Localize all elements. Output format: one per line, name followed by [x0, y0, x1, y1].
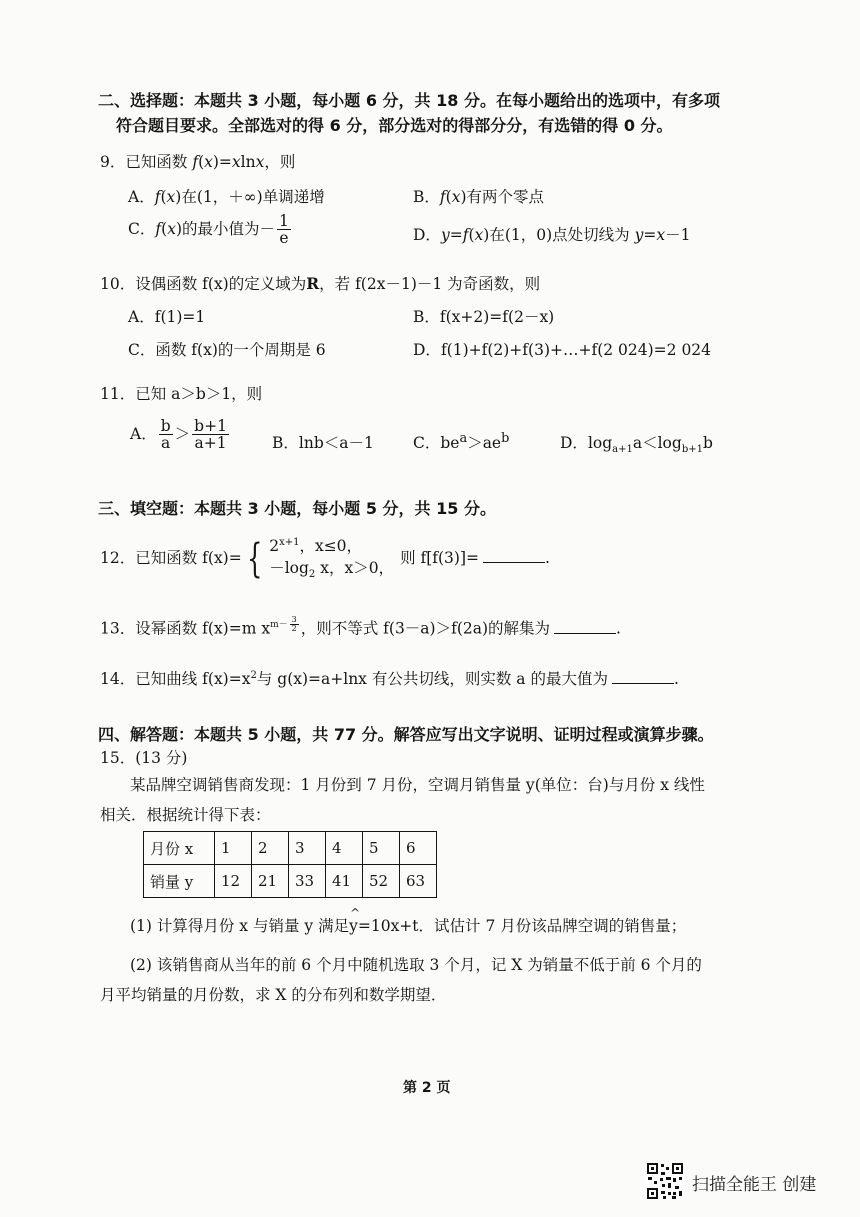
exponent: 2: [250, 669, 257, 681]
watermark-text: 扫描全能王 创建: [692, 1175, 817, 1195]
question-11-stem: [100, 382, 262, 404]
question-11-option-d: [560, 431, 713, 455]
question-14-tail: 与 g(x)=a+lnx 有公共切线，则实数 a 的最大值为: [256, 670, 608, 688]
question-10-stem-text: 设偶函数 f(x)的定义域为: [135, 275, 307, 293]
option-c-text: be: [440, 434, 460, 453]
option-b-label: B．: [413, 188, 440, 206]
question-9-option-a: A．f(x)在(1，＋∞)单调递增: [128, 188, 325, 206]
option-c-label: C．: [128, 341, 156, 359]
table-cell: 3: [289, 832, 326, 865]
option-d-text: 在(1，0)点处切线为: [489, 226, 635, 244]
period: .: [545, 549, 550, 568]
option-c-label: C．: [413, 434, 441, 453]
section-2-heading-line2: 符合题目要求。全部选对的得 6 分，部分选对的得部分分，有选错的得 0 分。: [116, 116, 673, 135]
row-2-log: －log: [269, 559, 309, 578]
question-9-number: 9．: [100, 153, 126, 171]
exponent-fraction: [290, 616, 299, 634]
table-cell: 6: [400, 832, 437, 865]
table-cell: 1: [215, 832, 252, 865]
table-row: [144, 865, 437, 898]
row-1-condition: ，x≤0，: [299, 537, 363, 555]
question-15-number: 15．(13 分): [100, 749, 188, 767]
fraction-b1-over-a1: [192, 418, 229, 452]
row-2-base: 2: [308, 569, 316, 581]
option-d-label: D．: [413, 341, 441, 359]
answer-blank[interactable]: [554, 633, 616, 634]
question-10-option-a: [128, 305, 205, 327]
answer-blank[interactable]: [612, 683, 674, 684]
fraction-denominator: e: [279, 229, 289, 248]
option-a-label: A．: [128, 308, 155, 326]
qr-code-icon: [646, 1162, 684, 1200]
question-13: [100, 616, 621, 639]
question-12-stem: 已知函数 f(x)=: [135, 549, 242, 568]
question-15-paragraph-1: 某品牌空调销售商发现：1 月份到 7 月份，空调月销售量 y(单位：台)与月份 x 线性: [130, 776, 705, 794]
table-row: [144, 832, 437, 865]
exponent: [270, 615, 301, 634]
question-11-option-a: [130, 418, 231, 452]
question-11-stem-text: 已知 a＞b＞1，则: [135, 385, 263, 403]
log-text: log: [587, 434, 613, 452]
fraction-numerator: b: [160, 417, 171, 435]
data-table: [143, 831, 437, 898]
greater-than-sign: ＞: [174, 424, 191, 443]
question-11-option-c: [413, 431, 509, 453]
fraction-denominator: a+1: [194, 434, 227, 453]
question-15-paragraph-2: 相关．根据统计得下表：: [100, 806, 271, 824]
table-cell: 5: [363, 832, 400, 865]
exponent: b: [501, 431, 510, 446]
exponent-text: m－: [270, 620, 288, 631]
part-1-text: (1) 计算得月份 x 与销量 y 满足: [130, 917, 350, 935]
fraction-denominator: 2: [291, 624, 297, 634]
question-15-part-1: [130, 914, 686, 936]
section-3-heading: 三、填空题：本题共 3 小题，每小题 5 分，共 15 分。: [98, 499, 496, 518]
exponent: a: [459, 431, 468, 446]
question-11-option-b: [272, 431, 374, 453]
log-argument: b: [702, 434, 713, 452]
table-cell: 41: [326, 865, 363, 898]
option-a-text: f(1)=1: [154, 308, 206, 326]
option-a-label: A．: [130, 424, 157, 443]
real-numbers-symbol: R: [306, 274, 320, 293]
question-10-option-c: [128, 338, 326, 360]
question-12-tail: 则 f[f(3)]=: [400, 549, 480, 568]
question-9-stem-tail: ，则: [264, 153, 296, 171]
option-c-text: 的最小值为－: [182, 219, 276, 238]
fraction-numerator: 1: [279, 212, 289, 230]
section-4-heading: 四、解答题：本题共 5 小题，共 77 分。解答应写出文字说明、证明过程或演算步骤。: [98, 725, 714, 744]
question-10-stem-tail: ，若 f(2x－1)－1 为奇函数，则: [319, 275, 541, 293]
table-header-month: 月份 x: [144, 832, 215, 865]
log-base: b+1: [681, 444, 703, 456]
y-hat: ^ y: [349, 917, 358, 935]
option-b-label: B．: [413, 308, 440, 326]
option-b-text: lnb＜a－1: [298, 434, 374, 452]
option-b-text: 有两个零点: [466, 188, 545, 206]
question-10-option-b: [413, 305, 554, 327]
answer-blank[interactable]: [483, 562, 545, 563]
question-15-part-2-line2: 月平均销量的月份数，求 X 的分布列和数学期望．: [100, 986, 447, 1004]
part-1-tail: =10x+t．试估计 7 月份该品牌空调的销售量；: [357, 917, 687, 935]
section-2-heading-line1: 二、选择题：本题共 3 小题，每小题 6 分，共 18 分。在每小题给出的选项中，有多项: [98, 91, 720, 110]
table-cell: 12: [215, 865, 252, 898]
option-c-label: C．: [128, 219, 156, 238]
option-c-text: 函数 f(x)的一个周期是 6: [155, 341, 326, 359]
table-header-sales: 销量 y: [144, 865, 215, 898]
option-d-label: D．: [560, 434, 588, 452]
piecewise-function: { $2^{x+1}$，x≤0， $-\log_2$ x，x＞0，: [246, 536, 395, 583]
piecewise-row-2: [269, 557, 394, 583]
option-b-label: B．: [272, 434, 299, 452]
row-1-base: 2: [269, 537, 280, 555]
question-12-number: 12．: [100, 549, 136, 568]
question-13-stem: 设幂函数 f(x)=m x: [135, 619, 271, 638]
period: .: [616, 619, 621, 638]
question-9-option-c: C．f(x)的最小值为－ $\frac{1}{e}$: [128, 212, 289, 248]
question-13-tail: ，则不等式 f(3－a)＞f(2a)的解集为: [300, 619, 551, 638]
table-cell: 63: [400, 865, 437, 898]
fraction-numerator: b+1: [194, 417, 227, 435]
log-text: a＜log: [632, 434, 682, 452]
question-14-number: 14．: [100, 670, 136, 688]
question-12: [100, 535, 550, 583]
row-1-exponent: x+1: [279, 536, 300, 548]
option-c-middle: ＞ae: [467, 434, 502, 453]
option-a-label: A．: [128, 188, 155, 206]
option-a-text: 在(1，＋∞)单调递增: [181, 188, 325, 206]
table-cell: 2: [252, 832, 289, 865]
question-9-option-d: D．y=f(x)在(1，0)点处切线为 y=x－1: [413, 226, 691, 244]
page-number: 第 2 页: [403, 1080, 451, 1096]
piecewise-row-1: [269, 535, 394, 557]
period: .: [673, 670, 679, 688]
question-15-part-2-line1: (2) 该销售商从当年的前 6 个月中随机选取 3 个月，记 X 为销量不低于前 6 个月的: [130, 956, 702, 974]
fraction-denominator: a: [161, 434, 171, 453]
row-2-condition: x，x＞0，: [315, 559, 395, 578]
log-base: a+1: [612, 444, 633, 456]
fraction-b-over-a: [159, 418, 173, 452]
table-cell: 52: [363, 865, 400, 898]
question-10-number: 10．: [100, 275, 136, 293]
question-10-option-d: [413, 338, 711, 360]
question-10-stem: [100, 272, 540, 294]
question-14: [100, 667, 679, 689]
option-d-text: f(1)+f(2)+f(3)+…+f(2 024)=2 024: [440, 341, 712, 359]
option-b-text: f(x+2)=f(2－x): [439, 308, 555, 326]
option-d-label: D．: [413, 226, 441, 244]
fraction-one-over-e: [277, 213, 291, 247]
question-13-number: 13．: [100, 619, 136, 638]
question-11-number: 11．: [100, 385, 136, 403]
fraction-numerator: 3: [291, 615, 297, 624]
table-cell: 4: [326, 832, 363, 865]
table-cell: 21: [252, 865, 289, 898]
question-9-stem: 9．已知函数 f(x)=xlnx，则: [100, 153, 296, 171]
question-14-stem: 已知曲线 f(x)=x: [135, 670, 251, 688]
question-9-stem-text: 已知函数: [125, 153, 193, 171]
question-9-option-b: B．f(x)有两个零点: [413, 188, 545, 206]
table-cell: 33: [289, 865, 326, 898]
